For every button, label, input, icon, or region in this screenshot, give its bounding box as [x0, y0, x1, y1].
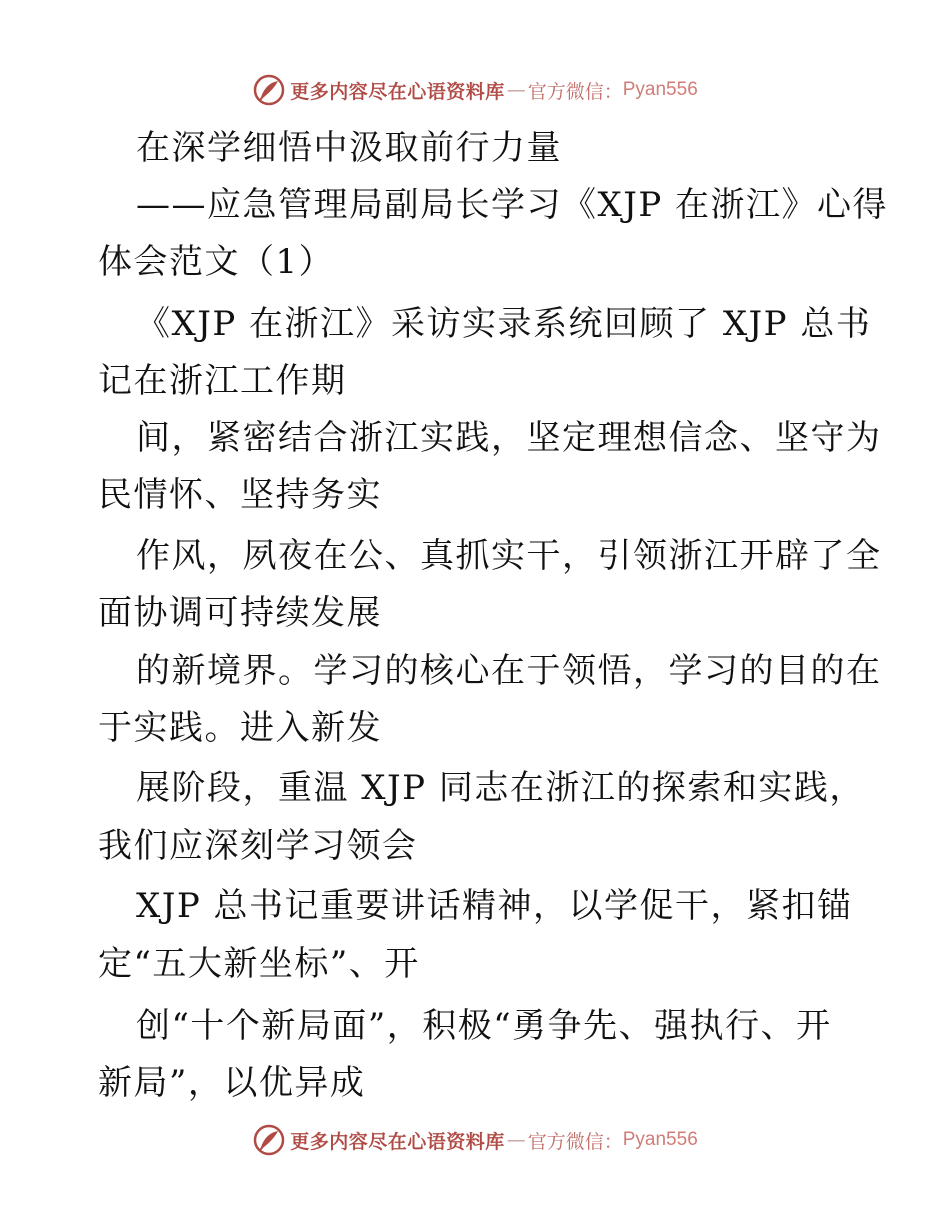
- document-subtitle: ——应急管理局副局长学习《XJP 在浙江》心得: [136, 185, 889, 225]
- document-subtitle-cont: 体会范文（1）: [98, 242, 335, 282]
- body-line: 间，紧密结合浙江实践，坚定理想信念、坚守为: [136, 418, 882, 458]
- body-line: 创“十个新局面”，积极“勇争先、强执行、开: [136, 1006, 832, 1046]
- footer-watermark: [0, 1120, 950, 1160]
- body-line: 面协调可持续发展: [98, 593, 382, 633]
- watermark-text: 更多内容尽在心语资料库: [290, 80, 505, 103]
- header-watermark: [0, 70, 950, 110]
- document-title: 在深学细悟中汲取前行力量: [136, 128, 562, 168]
- body-line: 作风，夙夜在公、真抓实干，引领浙江开辟了全: [136, 536, 882, 576]
- body-line: XJP 总书记重要讲话精神，以学促干，紧扣锚: [136, 886, 853, 926]
- body-line: 《XJP 在浙江》采访实录系统回顾了 XJP 总书: [136, 304, 872, 344]
- quill-logo-icon: [252, 1123, 286, 1157]
- body-line: 记在浙江工作期: [98, 361, 347, 401]
- watermark-label: 官方微信：: [527, 1130, 623, 1153]
- body-line: 展阶段，重温 XJP 同志在浙江的探索和实践，: [136, 768, 865, 808]
- body-line: 我们应深刻学习领会: [98, 826, 418, 866]
- body-line: 定“五大新坐标”、开: [98, 944, 420, 984]
- watermark-dash: —: [506, 79, 526, 101]
- body-line: 民情怀、坚持务实: [98, 475, 382, 515]
- quill-logo-icon: [252, 73, 286, 107]
- body-line: 的新境界。学习的核心在于领悟，学习的目的在: [136, 651, 882, 691]
- watermark-id: Pyan556: [622, 1129, 698, 1150]
- body-line: 新局”，以优异成: [98, 1063, 366, 1103]
- watermark-text: 更多内容尽在心语资料库: [290, 1130, 505, 1153]
- body-line: 于实践。进入新发: [98, 708, 382, 748]
- watermark-dash: —: [506, 1129, 526, 1151]
- watermark-id: Pyan556: [622, 79, 698, 100]
- watermark-label: 官方微信：: [527, 80, 623, 103]
